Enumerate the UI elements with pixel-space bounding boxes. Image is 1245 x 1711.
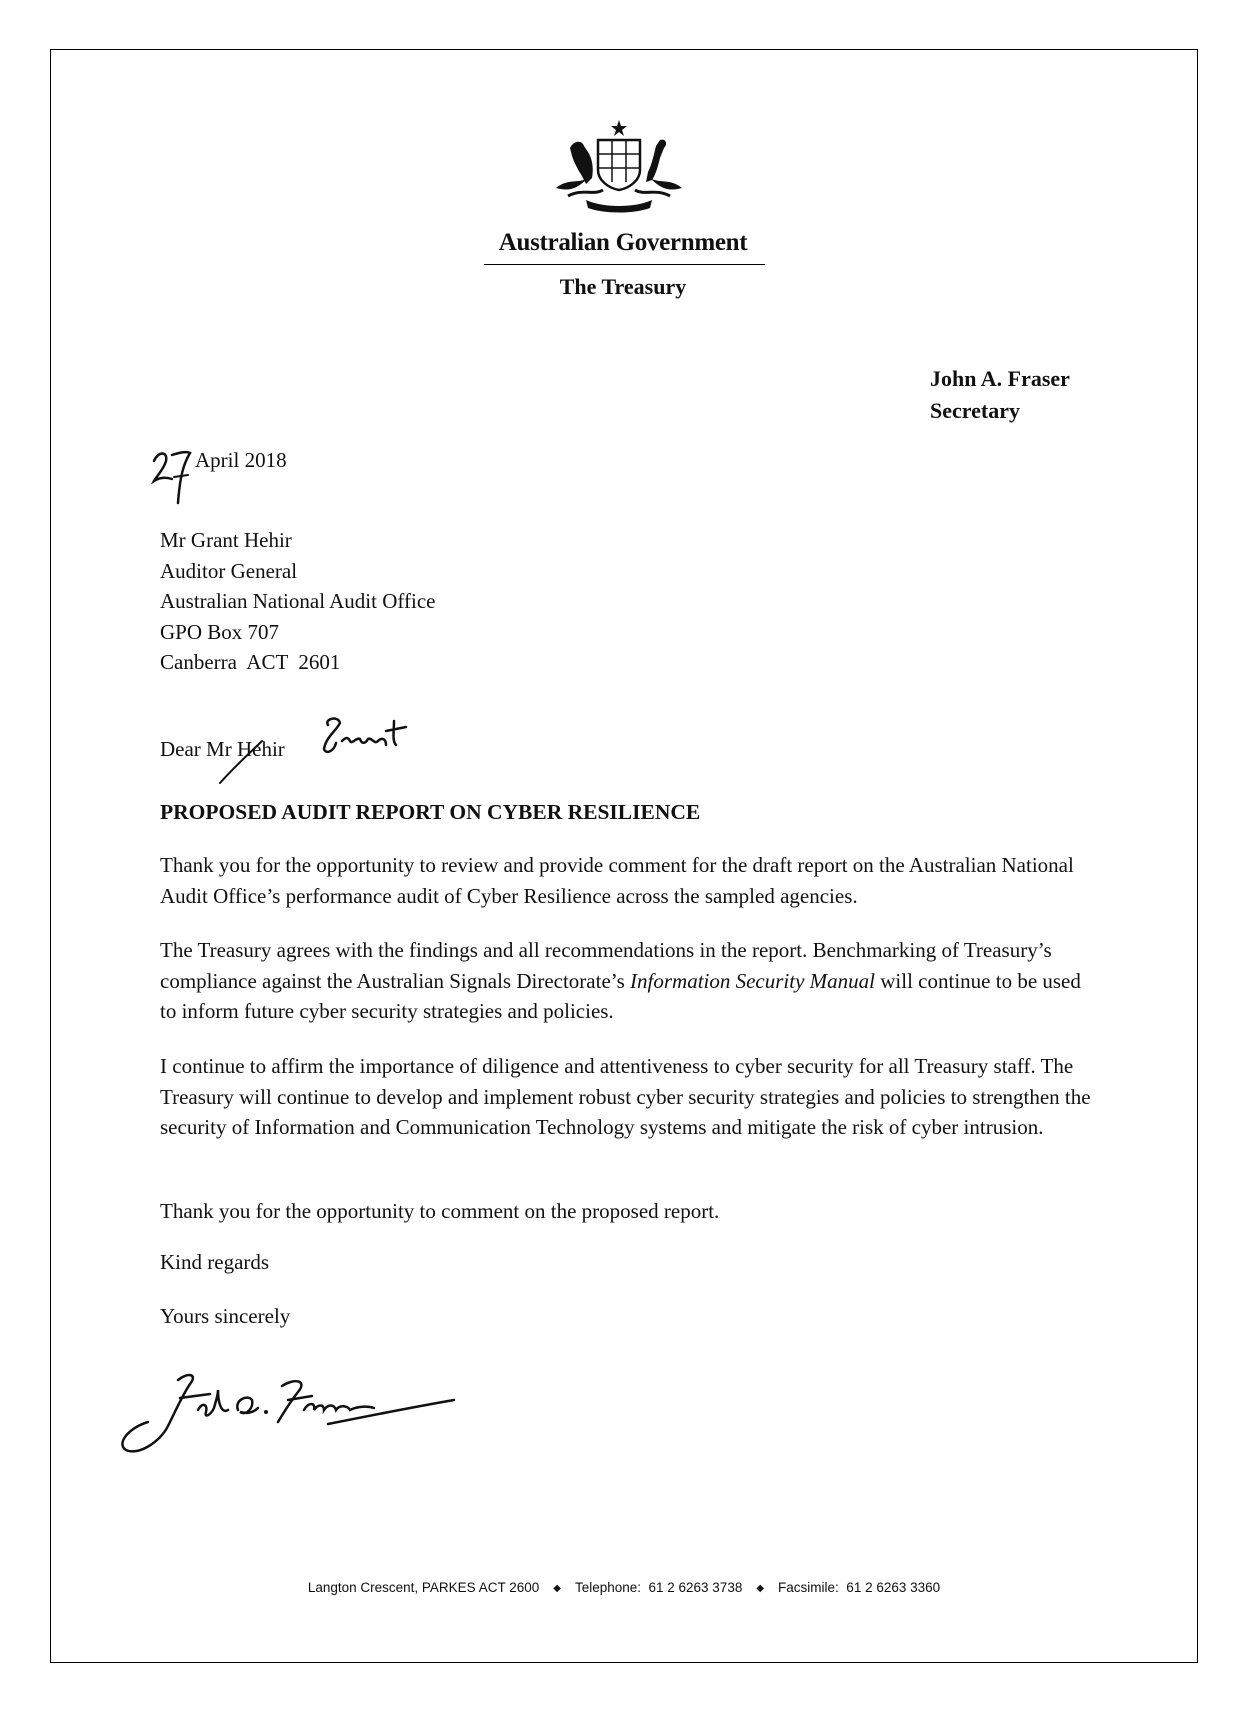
letter-subject: PROPOSED AUDIT REPORT ON CYBER RESILIENCE [160,800,701,824]
publication-title: Information Security Manual [630,968,875,993]
recipient-position: Auditor General [160,558,298,583]
government-name: Australian Government [498,229,748,256]
sender-block [930,363,1070,427]
body-paragraph-2 [160,935,1100,1027]
paragraph-2-text-end: will continue to be used to inform future cyber security strategies and policies. [160,968,1081,1023]
body-paragraph-3: I continue to affirm the importance of diligence and attentiveness to cyber security for all Treasury staff. The Treasury will continue to develop and implement robust cyber security strategies and policies to strengthen the security of Information and Communication Technology systems and mitigate the risk of cyber intrusion. [160,1054,1091,1139]
footer-facsimile: Facsimile: 61 2 6263 3360 [778,1580,941,1595]
strike-through-mark-icon [206,737,278,787]
department-name: The Treasury [559,274,687,299]
footer-address: Langton Crescent, PARKES ACT 2600 [307,1580,540,1595]
recipient-address [160,525,435,678]
recipient-city: Canberra ACT 2601 [160,650,341,674]
bullet-separator-icon: ◆ [756,1582,765,1594]
letterhead-divider [484,264,765,265]
salutation: Dear Mr Hehir [160,737,285,761]
bullet-separator-icon: ◆ [553,1582,561,1594]
closing-kind-regards: Kind regards [160,1250,270,1274]
footer-telephone: Telephone: 61 2 6263 3738 [574,1580,743,1595]
body-paragraph-1: Thank you for the opportunity to review and provide comment for the draft report on the Australian National Audit Office’s performance audit of Cyber Resilience across the sampled agencies. [160,853,1074,908]
recipient-organisation: Australian National Audit Office [160,589,436,613]
handwritten-day-icon [150,447,196,507]
recipient-po-box: GPO Box 707 [160,619,280,644]
closing-yours-sincerely: Yours sincerely [160,1304,291,1328]
letterhead-footer [50,1580,1198,1595]
recipient-name: Mr Grant Hehir [160,528,292,552]
sender-title: Secretary [930,398,1020,423]
paragraph-2-text-start: The Treasury agrees with the findings and all recommendations in the report. Benchmarking of Treasury’s compliance against the Australian Signals Directorate’s [160,938,1052,993]
coat-of-arms-icon [548,118,690,218]
letter-date: April 2018 [195,448,287,472]
body-paragraph-4: Thank you for the opportunity to comment on the proposed report. [160,1199,720,1223]
handwritten-signature-icon [118,1370,458,1462]
sender-name: John A. Fraser [930,366,1070,391]
handwritten-grant-icon [316,715,416,763]
